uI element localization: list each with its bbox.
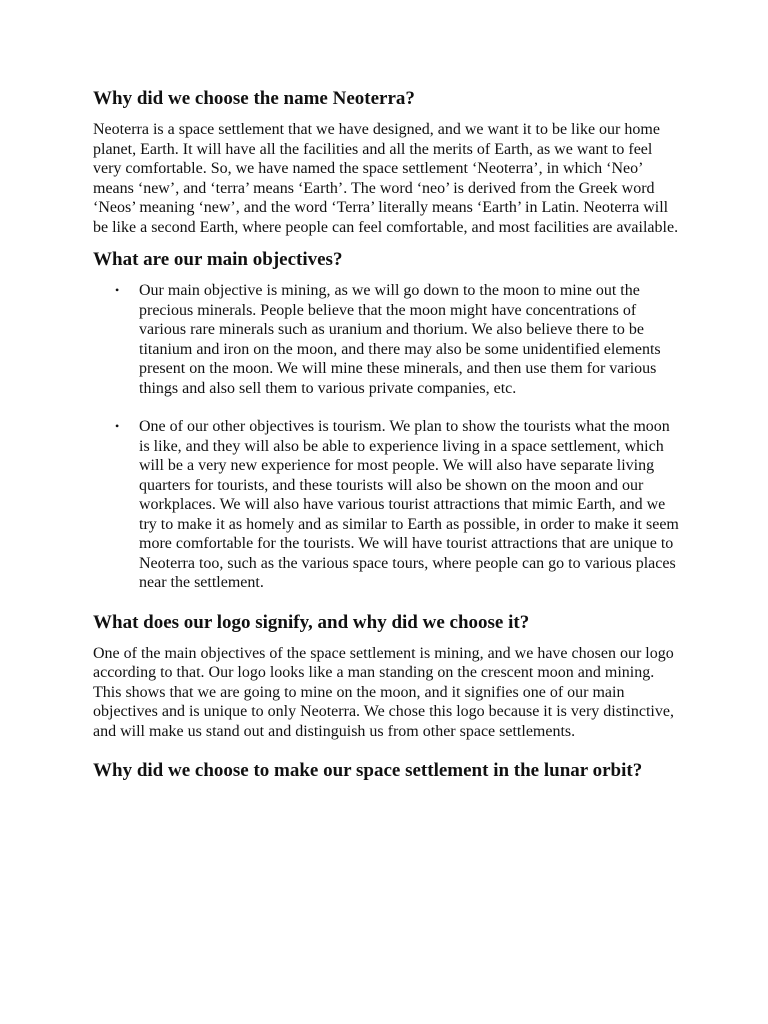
bullet-icon: • xyxy=(115,419,120,433)
objective-tourism-text: One of our other objectives is tourism. We plan to show the tourists what the moon is like, and they will also be able to experience living in a space settlement, which will be a very new experience for most people. We will also have separate living quarters for tourists, and these tourists will also be shown on the moon and our workplaces. We will also have various tourist attractions that mimic Earth, and we try to make it as homely and as similar to Earth as possible, in order to make it seem more comfortable for the tourists. We will have tourist attractions that are unique to Neoterra too, such as the various space tours, where people can go to various places near the settlement. xyxy=(139,418,679,591)
heading-neoterra-name: Why did we choose the name Neoterra? xyxy=(93,88,415,109)
heading-main-objectives: What are our main objectives? xyxy=(93,249,343,270)
list-item xyxy=(93,417,683,593)
paragraph-neoterra-name: Neoterra is a space settlement that we have designed, and we want it to be like our home planet, Earth. It will have all the facilities and all the merits of Earth, as we want to feel very comfortable. So, we have named the space settlement ‘Neoterra’, in which ‘Neo’ means ‘new’, and ‘terra’ means ‘Earth’. The word ‘neo’ is derived from the Greek word ‘Neos’ meaning ‘new’, and the word ‘Terra’ literally means ‘Earth’ in Latin. Neoterra will be like a second Earth, where people can feel comfortable, and most facilities are available. xyxy=(93,121,679,236)
document-page xyxy=(93,86,683,783)
bullet-icon: • xyxy=(115,283,120,297)
objective-mining-text: Our main objective is mining, as we will go down to the moon to mine out the precious minerals. People believe that the moon might have concentrations of various rare minerals such as uranium and thorium. We also believe there to be titanium and iron on the moon, and there may also be some unidentified elements present on the moon. We will mine these minerals, and then use them for various things and also sell them to various private companies, etc. xyxy=(139,282,661,397)
paragraph-logo: One of the main objectives of the space settlement is mining, and we have chosen our logo according to that. Our logo looks like a man standing on the crescent moon and mining. This shows that we are going to mine on the moon, and it signifies one of our main objectives and is unique to only Neoterra. We chose this logo because it is very distinctive, and will make us stand out and distinguish us from other space settlements. xyxy=(93,644,674,740)
heading-logo: What does our logo signify, and why did we choose it? xyxy=(93,611,530,633)
objectives-list xyxy=(93,281,683,593)
heading-lunar-orbit: Why did we choose to make our space settlement in the lunar orbit? xyxy=(93,760,643,781)
list-item xyxy=(93,281,683,398)
